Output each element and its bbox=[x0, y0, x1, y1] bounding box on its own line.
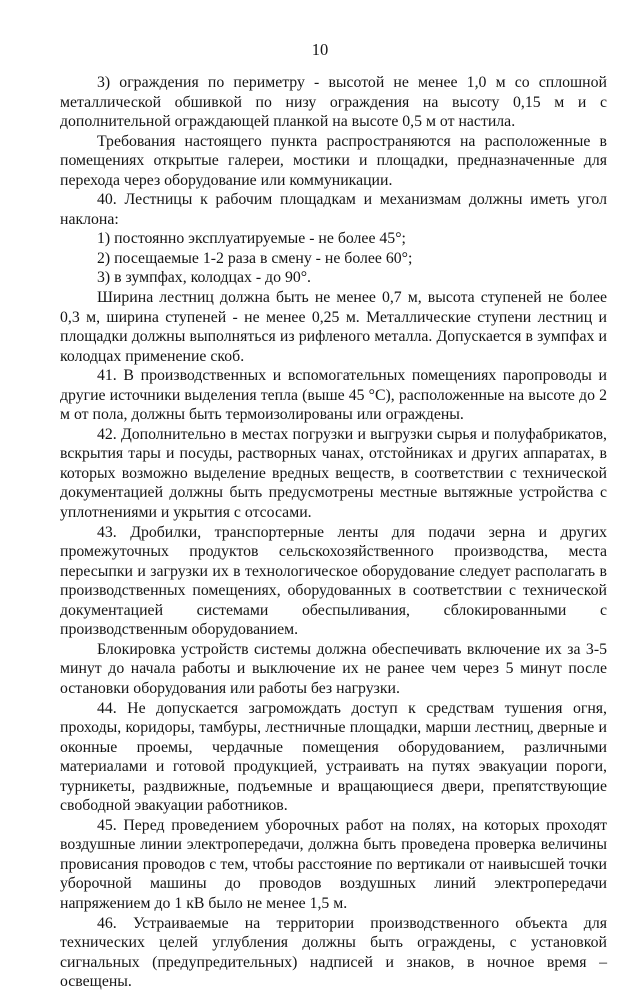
paragraph-item-42: 42. Дополнительно в местах погрузки и выгрузки сырья и полуфабрикатов, вскрытия тары и посуды, растворных чанах, отстойниках и других аппаратах, в которых возможно выделение вредных веществ, в соответствии с технической документацией должны быть предусмотрены местные вытяжные устройства с уплотнениями и укрытия с отсосами. bbox=[60, 425, 607, 522]
paragraph-item-46: 46. Устраиваемые на территории производственного объекта для технических целей углубления должны быть ограждены, с установкой сигнальных (предупредительных) надписей и знаков, в ночное время – освещены. bbox=[60, 914, 607, 991]
paragraph-item-40: 40. Лестницы к рабочим площадкам и механизмам должны иметь угол наклона: bbox=[60, 191, 607, 228]
paragraph-interlock: Блокировка устройств системы должна обеспечивать включение их за 3-5 минут до начала работы и выключение их не ранее чем через 5 минут после остановки оборудования или работы без нагрузки. bbox=[60, 640, 607, 697]
paragraph-item-45: 45. Перед проведением уборочных работ на полях, на которых проходят воздушные линии электропередачи, должна быть проведена проверка величины провисания проводов с тем, чтобы расстояние по вертикали от наивысшей точки уборочной машины до проводов воздушных линий электропередачи напряжением до 1 кВ было не менее 1,5 м. bbox=[60, 816, 607, 912]
paragraph-item-41: 41. В производственных и вспомогательных помещениях паропроводы и другие источники выделения тепла (выше 45 °С), расположенные на высоте до 2 м от пола, должны быть термоизолированы или ограждены. bbox=[60, 367, 607, 424]
paragraph-railing-requirements: 3) ограждения по периметру - высотой не менее 1,0 м со сплошной металлической обшивкой по низу ограждения на высоту 0,15 м и с дополнительной ограждающей планкой на высоте 0,5 м от настила. bbox=[60, 74, 607, 131]
document-body bbox=[60, 73, 607, 992]
paragraph-stair-dimensions: Ширина лестниц должна быть не менее 0,7 м, высота ступеней не более 0,3 м, ширина ступеней - не менее 0,25 м. Металлические ступени лестниц и площадки должны выполняться из рифленого металла. Допускается в зумпфах и колодцах применение скоб. bbox=[60, 289, 607, 365]
list-item-stairs-60: 2) посещаемые 1-2 раза в смену - не более 60°; bbox=[97, 249, 413, 267]
page-number: 10 bbox=[311, 40, 329, 59]
list-item-stairs-45: 1) постоянно эксплуатируемые - не более 45°; bbox=[97, 230, 406, 248]
paragraph-galleries-scope: Требования настоящего пункта распространяются на расположенные в помещениях открытые галереи, мостики и площадки, предназначенные для перехода через оборудование или коммуникации. bbox=[60, 132, 607, 189]
paragraph-item-43: 43. Дробилки, транспортерные ленты для подачи зерна и других промежуточных продуктов сельскохозяйственного производства, места пересыпки и загрузки их в технологическое оборудование следует располагать в производственных помещениях, оборудованных в соответствии с технической документацией системами обеспыливания, сблокированными с производственным оборудованием. bbox=[60, 523, 607, 639]
paragraph-item-44: 44. Не допускается загромождать доступ к средствам тушения огня, проходы, коридоры, тамбуры, лестничные площадки, марши лестниц, дверные и оконные проемы, чердачные помещения оборудованием, различными материалами и готовой продукцией, устраивать на путях эвакуации пороги, турникеты, раздвижные, подъемные и вращающиеся двери, препятствующие свободной эвакуации работников. bbox=[60, 699, 607, 815]
list-item-stairs-90: 3) в зумпфах, колодцах - до 90°. bbox=[97, 269, 312, 287]
